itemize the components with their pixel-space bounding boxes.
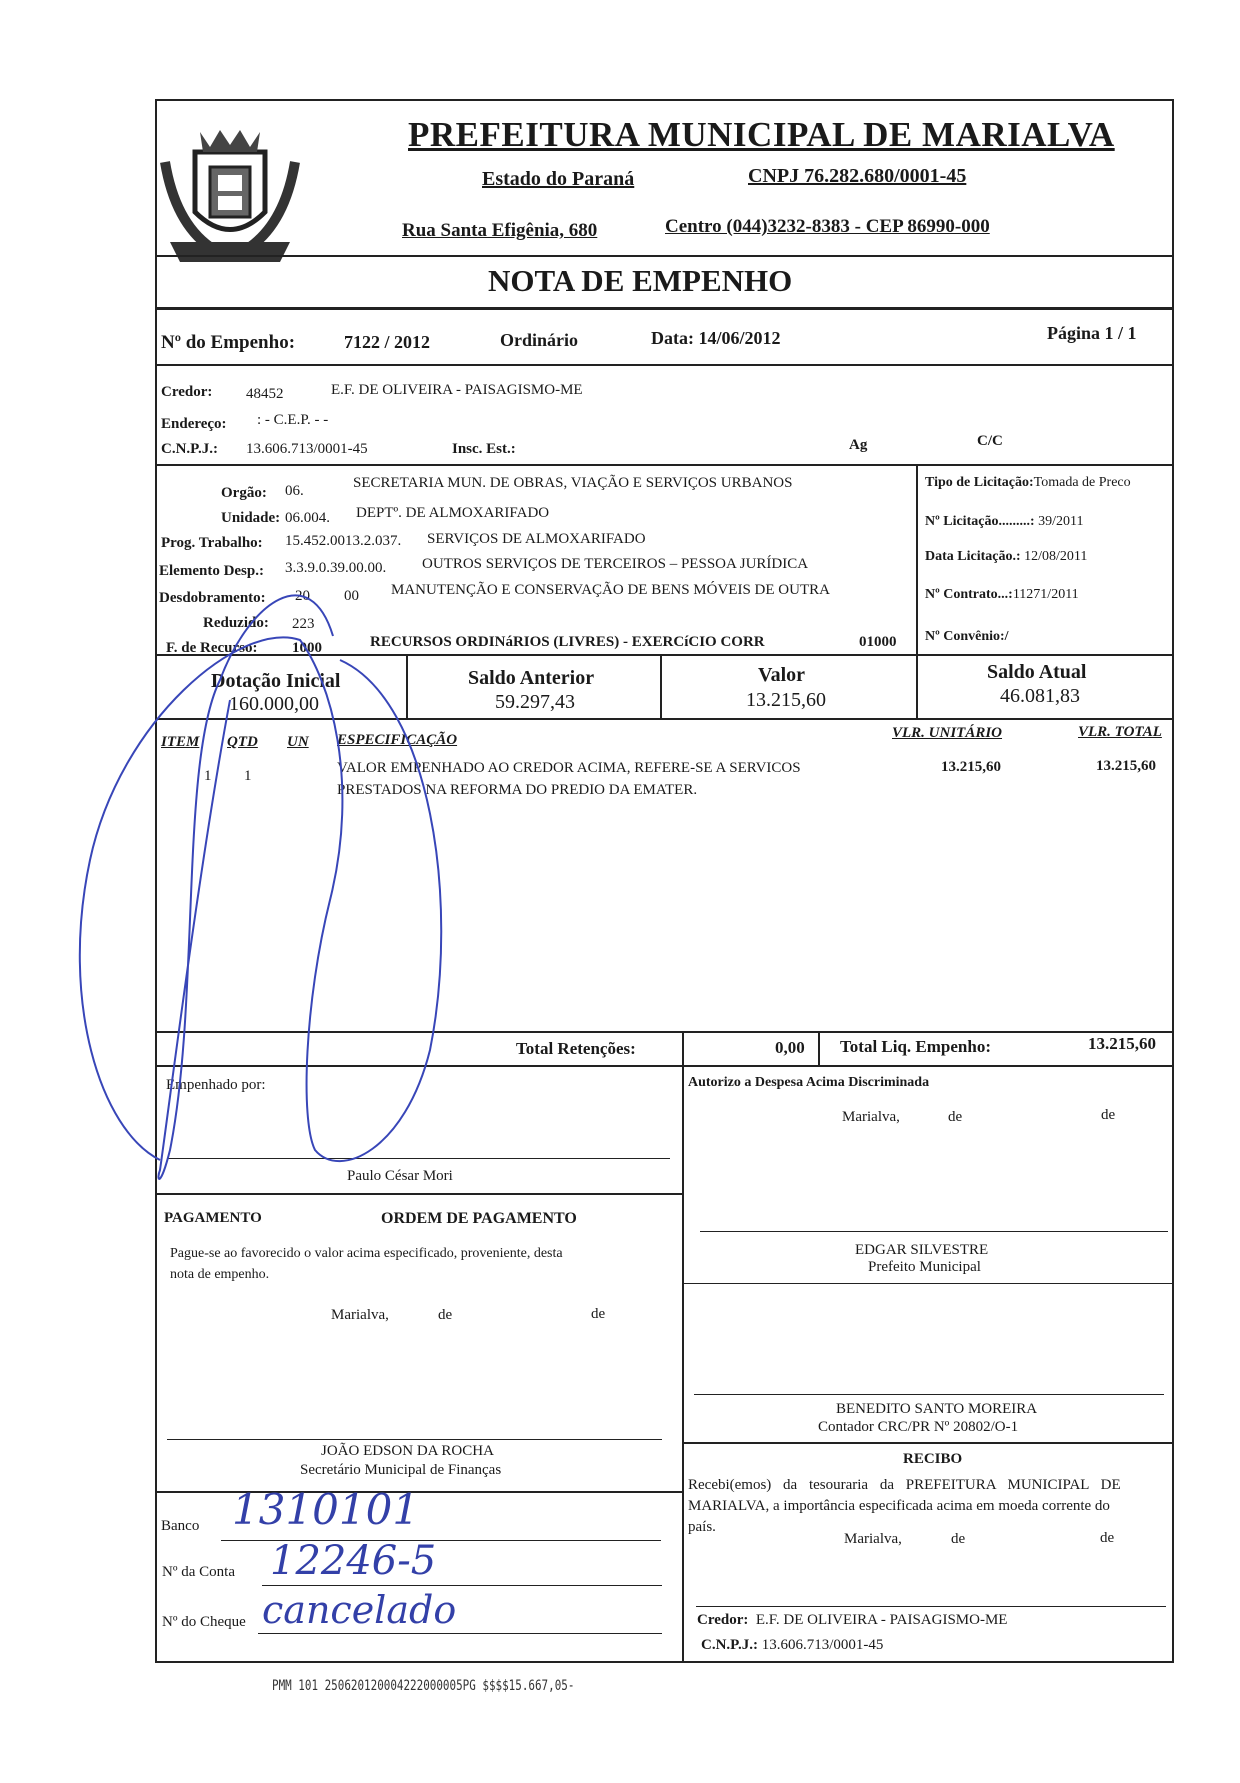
- secretario-name: JOÃO EDSON DA ROCHA: [321, 1443, 494, 1459]
- unidade-desc: DEPTº. DE ALMOXARIFADO: [356, 505, 550, 521]
- recibo-de-2: de: [1100, 1530, 1115, 1546]
- recibo-credor-value: E.F. DE OLIVEIRA - PAISAGISMO-ME: [755, 1612, 1008, 1628]
- recibo-cnpj: [701, 1637, 883, 1654]
- licitacao-contrato: [925, 587, 1079, 603]
- unidade-label: Unidade:: [221, 510, 281, 526]
- items-header-total: VLR. TOTAL: [1078, 724, 1162, 740]
- items-header-unit: VLR. UNITÁRIO: [892, 725, 1003, 741]
- header-cnpj: CNPJ 76.282.680/0001-45: [748, 165, 967, 187]
- header-address: Rua Santa Efigênia, 680: [402, 220, 598, 241]
- licitacao-numero-value: 39/2011: [1038, 514, 1084, 529]
- orgao-label: Orgão:: [221, 485, 267, 501]
- items-header-spec: ESPECIFICAÇÃO: [337, 732, 458, 748]
- item-row-total: 13.215,60: [1096, 758, 1156, 774]
- items-header-qtd: QTD: [227, 734, 258, 750]
- licitacao-data-value: 12/08/2011: [1024, 549, 1088, 564]
- prog-trabalho-code: 15.452.0013.2.037.: [285, 533, 402, 549]
- recibo-label: RECIBO: [903, 1451, 963, 1467]
- item-row-spec-1: VALOR EMPENHADO AO CREDOR ACIMA, REFERE-SE A SERVICOS: [337, 760, 801, 776]
- licitacao-tipo-label: Tipo de Licitação:: [925, 475, 1034, 490]
- autorizo-de-2: de: [1101, 1107, 1116, 1123]
- endereco-label: Endereço:: [161, 416, 227, 432]
- header-contact: Centro (044)3232-8383 - CEP 86990-000: [665, 216, 990, 237]
- reduzido-value: 223: [292, 616, 315, 632]
- banco-label: Banco: [161, 1518, 200, 1534]
- prefeito-title: Prefeito Municipal: [868, 1259, 981, 1275]
- endereco-value: : - C.E.P. - -: [257, 412, 329, 428]
- valor-label: Valor: [758, 664, 806, 686]
- autorizo-city: Marialva,: [842, 1109, 900, 1125]
- conta-label: Nº da Conta: [162, 1564, 235, 1580]
- saldo-atual-label: Saldo Atual: [987, 661, 1087, 683]
- licitacao-tipo: [925, 475, 1131, 491]
- orgao-code: 06.: [285, 483, 304, 499]
- empenhado-label: Empenhado por:: [166, 1077, 266, 1093]
- agency-label: Ag: [849, 437, 868, 453]
- autorizo-de-1: de: [948, 1109, 963, 1125]
- header-state: Estado do Paraná: [482, 168, 635, 190]
- page-number: Página 1 / 1: [1047, 323, 1137, 343]
- licitacao-tipo-value: Tomada de Preco: [1033, 475, 1131, 490]
- account-label: C/C: [977, 433, 1003, 449]
- credor-code: 48452: [246, 386, 284, 402]
- recibo-text-2: MARIALVA, a importância especificada acima em moeda corrente do: [688, 1498, 1110, 1514]
- reduzido-label: Reduzido:: [203, 615, 269, 631]
- elemento-desp-label: Elemento Desp.:: [159, 563, 264, 579]
- contador-name: BENEDITO SANTO MOREIRA: [836, 1401, 1038, 1417]
- dotacao-label: Dotação Inicial: [211, 670, 341, 692]
- empenho-type: Ordinário: [500, 330, 579, 350]
- ordem-pagamento-label: ORDEM DE PAGAMENTO: [381, 1210, 577, 1227]
- footer-code: PMM 101 250620120004222000005PG $$$$15.667,05-: [272, 1678, 575, 1694]
- recurso-code: 1000: [292, 640, 322, 656]
- conta-handwritten: 12246-5: [270, 1538, 437, 1584]
- empenhado-name: Paulo César Mori: [347, 1168, 453, 1184]
- credor-name: E.F. DE OLIVEIRA - PAISAGISMO-ME: [331, 382, 583, 398]
- items-header-item: ITEM: [161, 734, 200, 750]
- recurso-label: F. de Recurso:: [166, 640, 258, 656]
- pagamento-city: Marialva,: [331, 1307, 389, 1323]
- licitacao-numero-label: Nº Licitação.........:: [925, 514, 1035, 529]
- licitacao-data: [925, 549, 1087, 565]
- recibo-city: Marialva,: [844, 1531, 902, 1547]
- elemento-desp-code: 3.3.9.0.39.00.00.: [285, 560, 387, 576]
- retencoes-label: Total Retenções:: [516, 1039, 636, 1058]
- desdobramento-label: Desdobramento:: [159, 590, 266, 606]
- prefeito-name: EDGAR SILVESTRE: [855, 1242, 989, 1258]
- banco-handwritten: 1310101: [232, 1485, 420, 1534]
- recibo-de-1: de: [951, 1531, 966, 1547]
- licitacao-numero: [925, 514, 1083, 530]
- saldo-atual-value: 46.081,83: [1000, 685, 1080, 707]
- liquido-value: 13.215,60: [1088, 1034, 1156, 1053]
- item-row-spec-2: PRESTADOS NA REFORMA DO PREDIO DA EMATER.: [337, 782, 698, 798]
- unidade-code: 06.004.: [285, 510, 330, 526]
- pague-text-2: nota de empenho.: [170, 1267, 270, 1282]
- orgao-desc: SECRETARIA MUN. DE OBRAS, VIAÇÃO E SERVIÇOS URBANOS: [353, 475, 793, 491]
- recibo-text-1: Recebi(emos) da tesouraria da PREFEITURA MUNICIPAL DE: [688, 1477, 1121, 1493]
- licitacao-data-label: Data Licitação.:: [925, 549, 1021, 564]
- recurso-desc: RECURSOS ORDINáRIOS (LIVRES) - EXERCíCIO CORR: [370, 634, 765, 650]
- desdobramento-desc: MANUTENÇÃO E CONSERVAÇÃO DE BENS MÓVEIS DE OUTRA: [391, 582, 830, 598]
- desdobramento-code-1: 20: [295, 588, 310, 604]
- liquido-label: Total Liq. Empenho:: [840, 1037, 991, 1056]
- cnpj-value: 13.606.713/0001-45: [246, 441, 368, 457]
- pagamento-de-1: de: [438, 1307, 453, 1323]
- recibo-cnpj-value: 13.606.713/0001-45: [761, 1637, 884, 1653]
- saldo-anterior-label: Saldo Anterior: [468, 667, 595, 689]
- empenho-label: Nº do Empenho:: [161, 332, 296, 353]
- credor-label: Credor:: [161, 384, 213, 400]
- elemento-desp-desc: OUTROS SERVIÇOS DE TERCEIROS – PESSOA JURÍDICA: [422, 556, 809, 572]
- secretario-title: Secretário Municipal de Finanças: [300, 1462, 502, 1478]
- item-row-qtd: 1: [244, 768, 252, 784]
- insc-est-label: Insc. Est.:: [452, 441, 516, 457]
- recibo-credor: [697, 1612, 1007, 1629]
- cheque-label: Nº do Cheque: [162, 1614, 246, 1630]
- item-row-unit: 13.215,60: [941, 759, 1001, 775]
- autorizo-label: Autorizo a Despesa Acima Discriminada: [688, 1075, 930, 1090]
- licitacao-contrato-label: Nº Contrato...:: [925, 587, 1013, 602]
- header-title: PREFEITURA MUNICIPAL DE MARIALVA: [408, 115, 1115, 154]
- saldo-anterior-value: 59.297,43: [495, 691, 575, 713]
- item-row-number: 1: [204, 768, 212, 784]
- pague-text-1: Pague-se ao favorecido o valor acima especificado, proveniente, desta: [170, 1246, 563, 1261]
- recibo-cnpj-label: C.N.P.J.:: [701, 1637, 758, 1653]
- prog-trabalho-label: Prog. Trabalho:: [161, 535, 263, 551]
- contador-title: Contador CRC/PR Nº 20802/O-1: [818, 1419, 1019, 1435]
- empenho-number: 7122 / 2012: [344, 332, 431, 352]
- cheque-handwritten: cancelado: [262, 1588, 457, 1632]
- pagamento-label: PAGAMENTO: [164, 1210, 262, 1226]
- cnpj-label: C.N.P.J.:: [161, 441, 218, 457]
- coat-of-arms-logo: [155, 112, 305, 272]
- recurso-number: 01000: [859, 634, 897, 650]
- desdobramento-code-2: 00: [344, 588, 359, 604]
- items-header-un: UN: [287, 734, 309, 750]
- recibo-credor-label: Credor:: [697, 1612, 749, 1628]
- document-title: NOTA DE EMPENHO: [488, 263, 793, 298]
- licitacao-contrato-value: 11271/2011: [1012, 587, 1079, 602]
- valor-value: 13.215,60: [746, 689, 826, 711]
- prog-trabalho-desc: SERVIÇOS DE ALMOXARIFADO: [427, 531, 646, 547]
- recibo-text-3: país.: [688, 1519, 716, 1535]
- retencoes-value: 0,00: [775, 1038, 805, 1057]
- licitacao-convenio: Nº Convênio:/: [925, 629, 1009, 644]
- empenho-date: Data: 14/06/2012: [651, 328, 781, 348]
- pagamento-de-2: de: [591, 1306, 606, 1322]
- dotacao-value: 160.000,00: [229, 693, 319, 715]
